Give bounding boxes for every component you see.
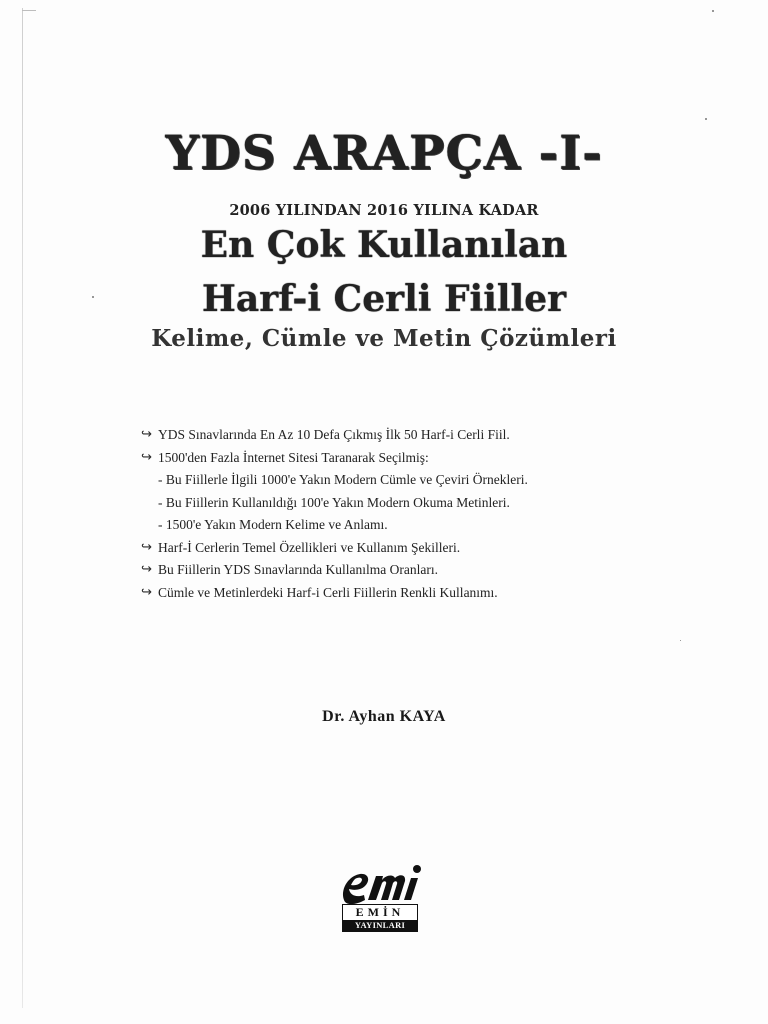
publisher-badge bbox=[342, 904, 418, 932]
feature-item bbox=[138, 424, 658, 447]
scan-speck bbox=[680, 640, 681, 641]
feature-text: YDS Sınavlarında En Az 10 Defa Çıkmış İlk 50 Harf-i Cerli Fiil. bbox=[158, 427, 510, 442]
feature-item bbox=[138, 447, 658, 470]
scan-speck bbox=[712, 10, 714, 12]
publisher-label: YAYINLARI bbox=[343, 920, 417, 931]
feature-text: Harf-İ Cerlerin Temel Özellikleri ve Kullanım Şekilleri. bbox=[158, 539, 461, 555]
feature-subitem bbox=[138, 469, 658, 492]
emin-logo-mark-icon bbox=[338, 860, 422, 906]
feature-list bbox=[138, 424, 658, 604]
scan-speck bbox=[705, 118, 707, 120]
publisher-logo bbox=[338, 860, 422, 944]
curved-arrow-icon: ↪ bbox=[141, 449, 152, 465]
feature-subtext: - Bu Fiillerin Kullanıldığı 100'e Yakın Modern Okuma Metinleri. bbox=[158, 494, 510, 510]
author-name: Dr. Ayhan KAYA bbox=[322, 708, 446, 725]
curved-arrow-icon: ↪ bbox=[141, 584, 152, 600]
publisher-name: EMİN bbox=[355, 905, 405, 919]
feature-subtext: - 1500'e Yakın Modern Kelime ve Anlamı. bbox=[158, 517, 388, 532]
book-title: YDS ARAPÇA -I- bbox=[165, 126, 603, 181]
feature-subitem bbox=[138, 514, 658, 537]
subtitle: Kelime, Cümle ve Metin Çözümleri bbox=[151, 325, 617, 352]
curved-arrow-icon: ↪ bbox=[141, 427, 152, 442]
curved-arrow-icon: ↪ bbox=[141, 562, 152, 577]
curved-arrow-icon: ↪ bbox=[141, 539, 152, 555]
feature-item bbox=[138, 559, 658, 582]
scan-edge-top bbox=[22, 10, 36, 11]
heading-line-1: En Çok Kullanılan bbox=[200, 224, 568, 266]
feature-item bbox=[138, 537, 658, 560]
feature-subitem bbox=[138, 492, 658, 515]
year-range: 2006 YILINDAN 2016 YILINA KADAR bbox=[229, 202, 539, 219]
feature-subtext: - Bu Fiillerle İlgili 1000'e Yakın Modern Cümle ve Çeviri Örnekleri. bbox=[158, 472, 528, 487]
feature-text: Cümle ve Metinlerdeki Harf-i Cerli Fiillerin Renkli Kullanımı. bbox=[158, 584, 498, 600]
heading-line-2: Harf-i Cerli Fiiller bbox=[201, 278, 567, 320]
feature-text: Bu Fiillerin YDS Sınavlarında Kullanılma Oranları. bbox=[158, 562, 438, 577]
feature-text: 1500'den Fazla İnternet Sitesi Taranarak Seçilmiş: bbox=[158, 449, 429, 465]
feature-item bbox=[138, 582, 658, 605]
